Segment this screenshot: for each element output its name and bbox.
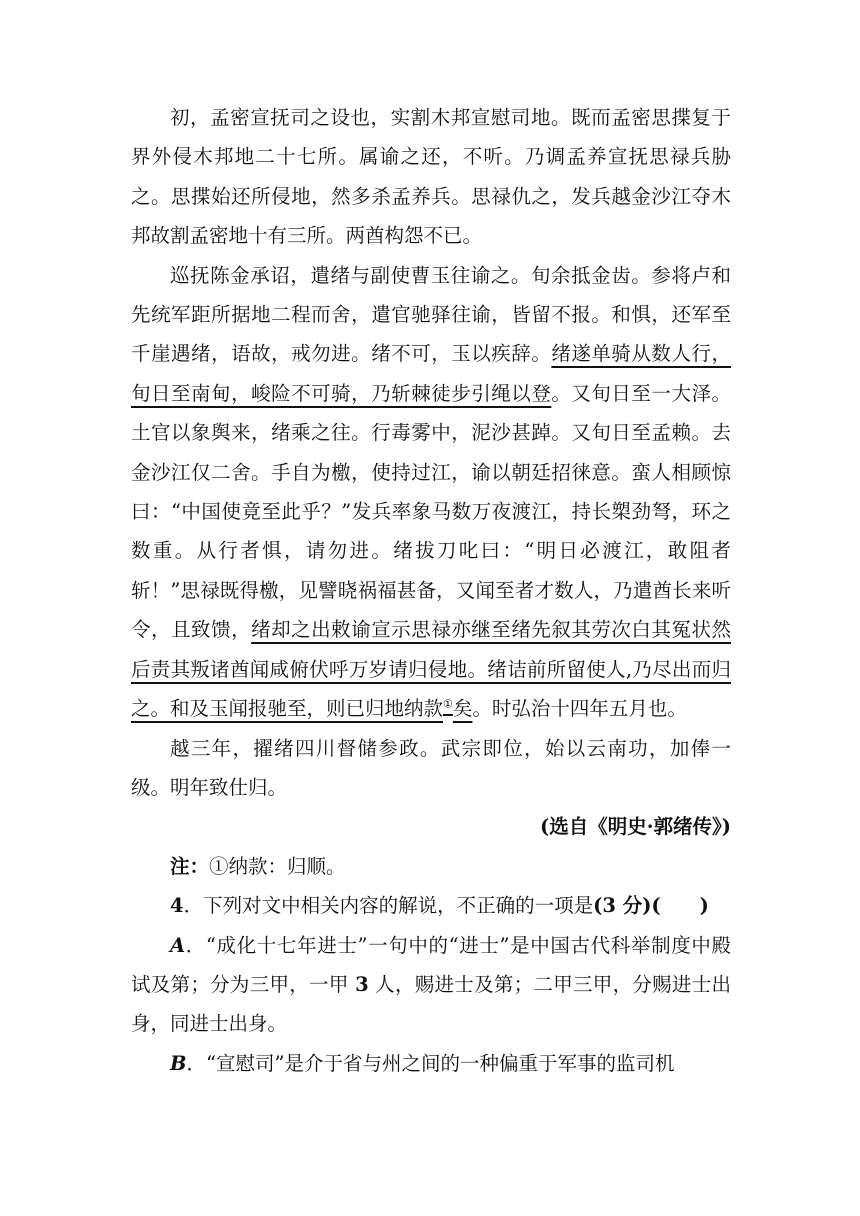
passage-text: 巡抚陈金承诏，遣绪与副使曹玉往谕之。旬余抵金齿。参将卢和先统军距所据地二程而舍，遣官驰驿往谕，皆留不报。和惧，还军至千崖遇绪，语故，戒勿进。绪不可，玉以疾辞。 xyxy=(131,263,731,366)
option-a xyxy=(131,926,731,1044)
passage-paragraph-3: 越三年，擢绪四川督储参政。武宗即位，始以云南功，加俸一级。明年致仕归。 xyxy=(131,736,731,799)
footnote-label: 注： xyxy=(170,854,210,878)
underlined-sentence-2: 绪却之出敕谕宣示思禄亦继至绪先叙其劳次白其冤状然后责其叛诸酋闻咸俯伏呼万岁请归侵地。绪诘前所留使人,乃尽出而归之。和及玉闻报驰至，则已归地纳款 xyxy=(131,618,731,721)
option-text: “成化十七年进士”一句中的“进士”是中国古代科举制度中殿试及第；分为三甲，一甲 xyxy=(131,933,731,996)
option-letter: B xyxy=(170,1051,187,1075)
option-b xyxy=(131,1044,731,1083)
option-dot: ． xyxy=(185,933,206,957)
passage-text: 。又旬日至一大泽。土官以象舆来，绪乘之往。行毒雾中，泥沙甚踔。又旬日至孟赖。去金沙江仅二舍。手自为檄，使持过江，谕以朝廷招徕意。蛮人相顾惊曰：“中国使竟至此乎？”发兵率象马数万夜渡江，持长槊劲弩，环之数重。从行者惧，请勿进。绪拔刀叱曰：“明日必渡江，敢阻者斩！”思禄既得檄，见譬晓祸福甚备，又闻至者才数人，乃遣酋长来听令，且致馈， xyxy=(131,381,731,642)
footnote-text: ①纳款：归顺。 xyxy=(209,854,346,878)
footnote xyxy=(131,847,731,886)
option-number: 3 xyxy=(355,972,369,996)
underlined-sentence-end: 矣 xyxy=(452,697,473,721)
source-citation: (选自《明史·郭绪传》) xyxy=(540,815,731,839)
question-4 xyxy=(131,886,731,925)
option-dot: ． xyxy=(186,1051,206,1075)
option-text: 人，赐进士及第；二甲三甲，分赐进士出身，同进士出身。 xyxy=(131,972,731,1036)
passage-text: 。时弘治十四年五月也。 xyxy=(472,697,687,721)
answer-blank: ( ) xyxy=(651,894,709,918)
question-number: 4 xyxy=(170,894,184,918)
question-stem: 下列对文中相关内容的解说，不正确的一项是 xyxy=(203,894,594,918)
footnote-marker: ① xyxy=(443,697,453,711)
underlined-sentence-1: 绪遂单骑从数人行，旬日至南甸，峻险不可骑，乃斩棘徒步引绳以登 xyxy=(131,342,731,405)
document-page xyxy=(131,98,731,1083)
question-dot: ． xyxy=(183,894,204,918)
option-text: “宣慰司”是介于省与州之间的一种偏重于军事的监司机 xyxy=(206,1051,675,1075)
option-letter: A xyxy=(170,933,186,957)
passage-paragraph-2 xyxy=(131,256,731,729)
question-score: (3 分) xyxy=(593,894,652,918)
passage-paragraph-1: 初，孟密宣抚司之设也，实割木邦宣慰司地。既而孟密思揲复于界外侵木邦地二十七所。属谕之还，不听。乃调孟养宣抚思禄兵胁之。思揲始还所侵地，然多杀孟养兵。思禄仇之，发兵越金沙江夺木邦故割孟密地十有三所。两酋构怨不已。 xyxy=(131,106,731,248)
